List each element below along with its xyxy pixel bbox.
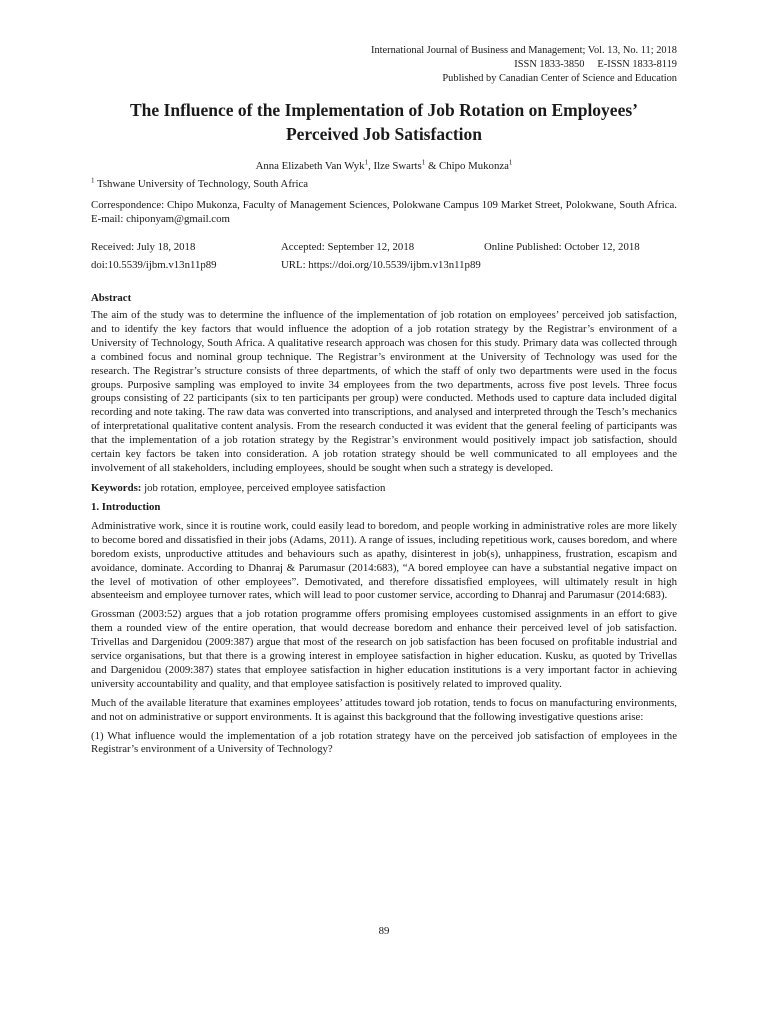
paper-page xyxy=(91,44,677,757)
author-1: Anna Elizabeth Van Wyk xyxy=(255,160,365,172)
accepted-date: Accepted: September 12, 2018 xyxy=(281,241,415,253)
author-separator: , xyxy=(368,160,374,172)
abstract-text: The aim of the study was to determine the influence of the implementation of job rotation on employees’ perceived job satisfaction, and to identify the key factors that would influence the adoption of a job rotation strategy by the Registrar’s environment of a University of Technology, South Africa. A qualitative research approach was chosen for this study. Primary data was collected through a combined focus and nominal group technique. The Registrar’s environment at the University of Technology was used for the research. The Registrar’s structure consists of three departments, of which the staff of only two departments were used in the focus groups. Purposive sampling was employed to invite 34 employees from the two departments, across five post levels. Three focus groups consisting of 22 participants (six to ten participants per group) were conducted. Methods used to capture data included digital recording and note taking. The raw data was converted into transcriptions, and analysed and interpreted through the Tesch’s mechanics of interpretational qualitative content analysis. From the research conducted it was evident that the general feeling of participants was that the implementation of a job rotation strategy by the Registrar’s environment would positively impact job satisfaction, should certain key factors be taken into consideration. A job rotation strategy should be well communicated to all employees and the involvement of all stakeholders, including employees, should be sought when such a strategy is developed. xyxy=(91,309,677,474)
intro-paragraph-1: Administrative work, since it is routine work, could easily lead to boredom, and people working in administrative roles are more likely to become bored and dissatisfied in their jobs (Adams, 2011). A range of issues, including repetitious work, causes boredom, and where boredom exists, unproductive attitudes and behaviours such as apathy, disinterest in job(s), unhappiness, frustration, escapism and avoidance, dominate. According to Dhanraj & Parumasur (2014:683), “A bored employee can have a substantial negative impact on the level of motivation of other employees”. Demotivated, and therefore dissatisfied employees, will ultimately result in high absenteeism and employee turnover rates, which will lead to poor customer service, according to Dhanraj and Parumasur (2014:683). xyxy=(91,519,677,602)
keywords xyxy=(91,481,677,495)
title-line-1: The Influence of the Implementation of Job Rotation on Employees’ xyxy=(130,100,638,120)
doi: doi:10.5539/ijbm.v13n11p89 xyxy=(91,259,217,271)
affiliation-number: 1 xyxy=(91,176,95,185)
doi-url[interactable]: URL: https://doi.org/10.5539/ijbm.v13n11p89 xyxy=(281,259,481,271)
keywords-text: job rotation, employee, perceived employee satisfaction xyxy=(141,481,386,494)
publisher-line: Published by Canadian Center of Science and Education xyxy=(442,73,677,84)
author-3: Chipo Mukonza xyxy=(439,160,509,172)
publication-dates xyxy=(91,238,677,274)
affiliation-text: Tshwane University of Technology, South Africa xyxy=(94,178,309,190)
paper-title xyxy=(91,98,677,146)
journal-line: International Journal of Business and Management; Vol. 13, No. 11; 2018 xyxy=(371,45,677,56)
keywords-label: Keywords: xyxy=(91,481,142,494)
introduction-heading: 1. Introduction xyxy=(91,500,161,513)
author-1-affil: 1 xyxy=(364,158,369,167)
intro-paragraph-2: Grossman (2003:52) argues that a job rotation programme offers promising employees customised assignments in an effort to give them a rounded view of the entire operation, that would decrease boredom and enhance their perceived level of job satisfaction. Trivellas and Dargenidou (2009:387) argue that most of the research on job satisfaction has been focused on profitable industrial and service organisations, but that there is a growing interest in employee satisfaction in higher education. Kusku, as quoted by Trivellas and Dargenidou (2009:387) states that employee satisfaction in higher education institutions is a very important factor in achieving university accountability and quality, and that employee satisfaction is positively related to improved quality. xyxy=(91,608,677,690)
received-date: Received: July 18, 2018 xyxy=(91,241,196,253)
intro-paragraph-3: Much of the available literature that examines employees’ attitudes toward job rotation, tends to focus on manufacturing environments, and not on administrative or support environments. It is against this background that the following investigative questions arise: xyxy=(91,696,677,723)
title-line-2: Perceived Job Satisfaction xyxy=(285,124,483,144)
issn-line: ISSN 1833-3850 E-ISSN 1833-8119 xyxy=(514,59,677,70)
affiliation xyxy=(91,177,677,191)
abstract-heading: Abstract xyxy=(91,292,132,304)
author-2-affil: 1 xyxy=(421,158,426,167)
correspondence: Correspondence: Chipo Mukonza, Faculty of Management Sciences, Polokwane Campus 109 Market Street, Polokwane, South Africa. E-mail: chiponyam@gmail.com xyxy=(91,199,677,225)
author-separator: & xyxy=(425,160,440,172)
intro-paragraph-4: (1) What influence would the implementation of a job rotation strategy have on the perceived job satisfaction of employees in the Registrar’s environment of a University of Technology? xyxy=(91,729,677,756)
page-number: 89 xyxy=(378,925,390,937)
published-date: Online Published: October 12, 2018 xyxy=(484,241,640,253)
author-list xyxy=(91,159,677,173)
author-3-affil: 1 xyxy=(508,158,513,167)
author-2: Ilze Swarts xyxy=(373,160,422,172)
journal-header xyxy=(91,44,677,86)
